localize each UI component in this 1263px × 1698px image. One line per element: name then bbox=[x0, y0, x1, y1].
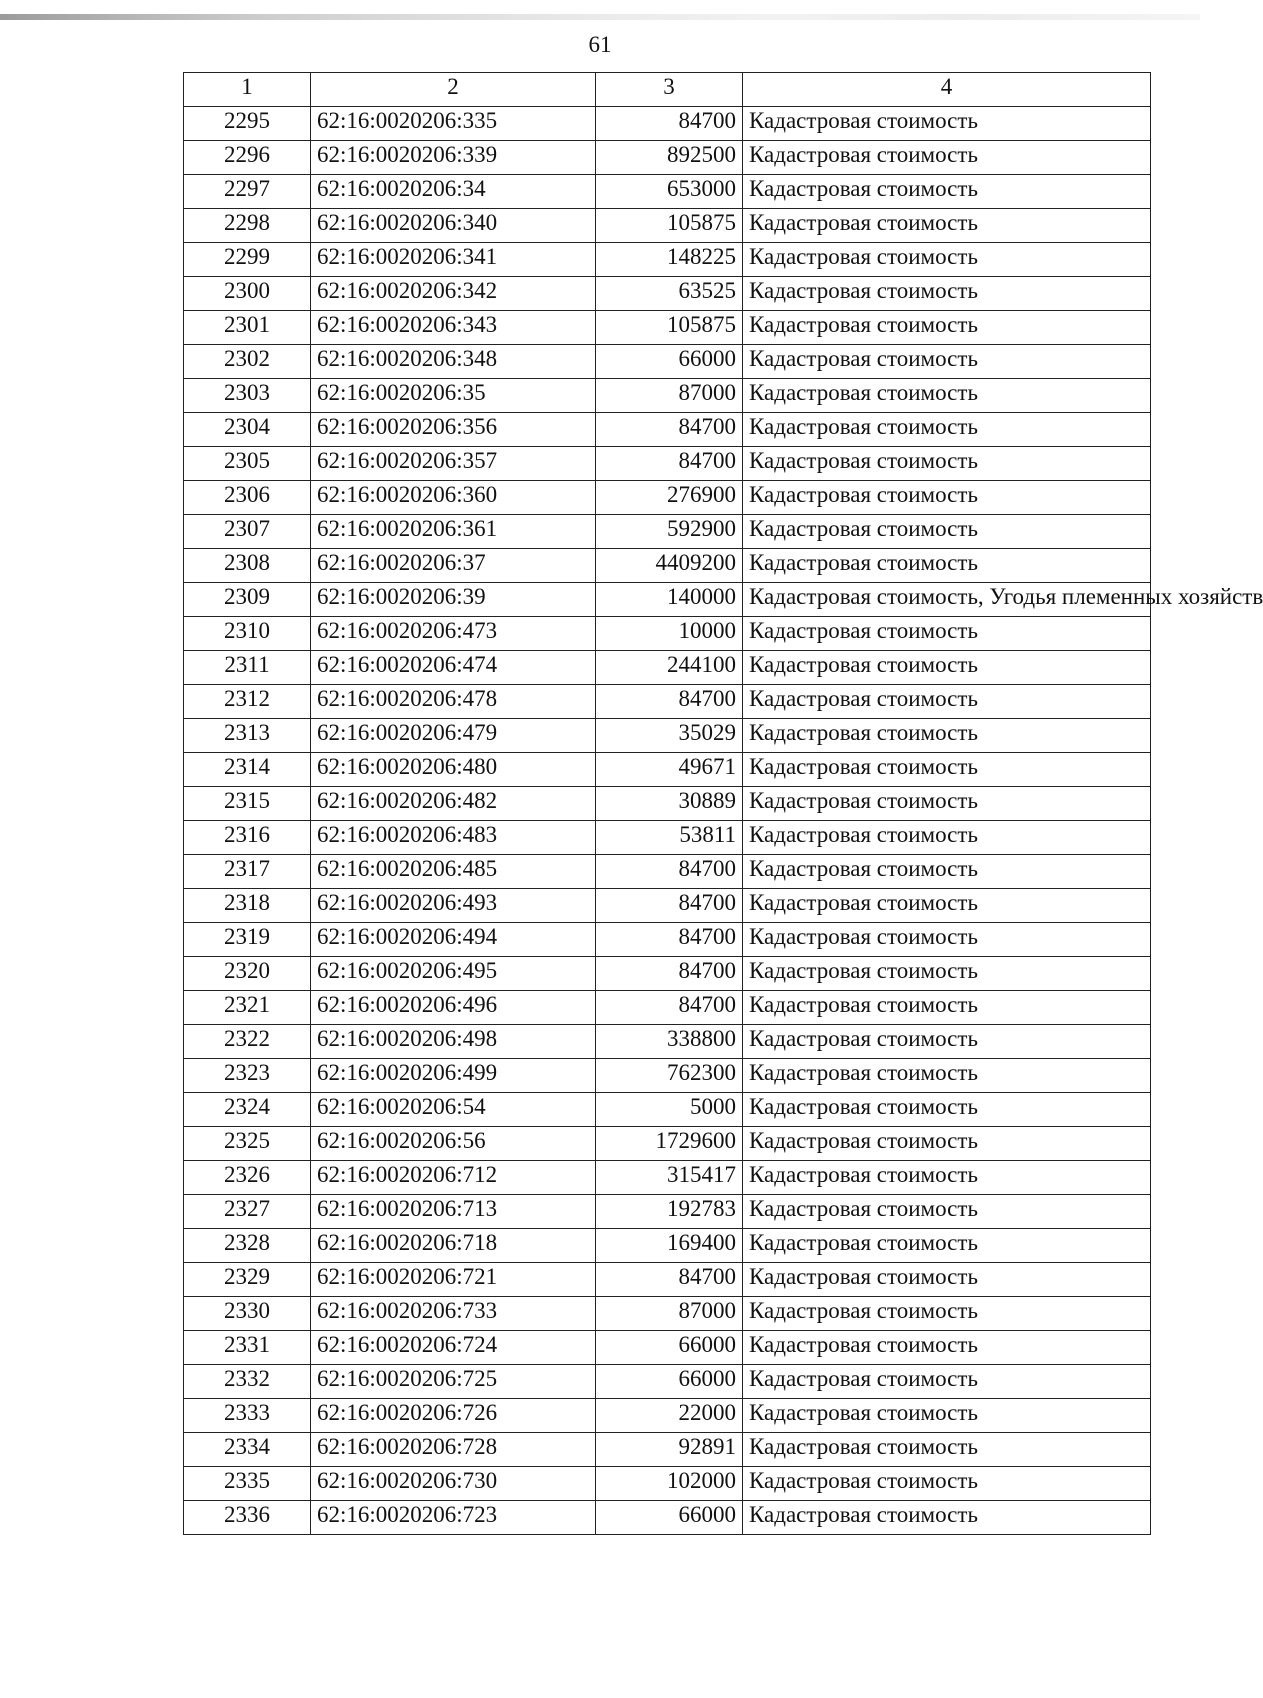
value-cell: 244100 bbox=[596, 651, 743, 685]
description-cell: Кадастровая стоимость bbox=[743, 107, 1151, 141]
table-row bbox=[184, 1365, 1151, 1399]
value-cell: 84700 bbox=[596, 923, 743, 957]
description-cell: Кадастровая стоимость bbox=[743, 1229, 1151, 1263]
description-cell: Кадастровая стоимость bbox=[743, 1399, 1151, 1433]
row-number: 2316 bbox=[184, 821, 311, 855]
header-cell-2: 2 bbox=[311, 73, 596, 107]
value-cell: 92891 bbox=[596, 1433, 743, 1467]
table-row bbox=[184, 855, 1151, 889]
table-row bbox=[184, 345, 1151, 379]
table-row bbox=[184, 243, 1151, 277]
row-number: 2329 bbox=[184, 1263, 311, 1297]
cadastral-number: 62:16:0020206:339 bbox=[311, 141, 596, 175]
cadastral-number: 62:16:0020206:496 bbox=[311, 991, 596, 1025]
table-row bbox=[184, 379, 1151, 413]
description-cell: Кадастровая стоимость bbox=[743, 821, 1151, 855]
cadastral-number: 62:16:0020206:494 bbox=[311, 923, 596, 957]
cadastral-number: 62:16:0020206:718 bbox=[311, 1229, 596, 1263]
value-cell: 87000 bbox=[596, 1297, 743, 1331]
value-cell: 66000 bbox=[596, 1501, 743, 1535]
cadastral-number: 62:16:0020206:483 bbox=[311, 821, 596, 855]
row-number: 2306 bbox=[184, 481, 311, 515]
description-cell: Кадастровая стоимость bbox=[743, 515, 1151, 549]
row-number: 2321 bbox=[184, 991, 311, 1025]
value-cell: 315417 bbox=[596, 1161, 743, 1195]
description-cell: Кадастровая стоимость bbox=[743, 753, 1151, 787]
description-cell: Кадастровая стоимость bbox=[743, 549, 1151, 583]
table-row bbox=[184, 1501, 1151, 1535]
description-cell: Кадастровая стоимость bbox=[743, 651, 1151, 685]
value-cell: 22000 bbox=[596, 1399, 743, 1433]
row-number: 2301 bbox=[184, 311, 311, 345]
value-cell: 140000 bbox=[596, 583, 743, 617]
table-row bbox=[184, 821, 1151, 855]
description-cell: Кадастровая стоимость bbox=[743, 1127, 1151, 1161]
table-header-row bbox=[184, 73, 1151, 107]
value-cell: 5000 bbox=[596, 1093, 743, 1127]
row-number: 2312 bbox=[184, 685, 311, 719]
cadastral-number: 62:16:0020206:724 bbox=[311, 1331, 596, 1365]
row-number: 2317 bbox=[184, 855, 311, 889]
description-cell: Кадастровая стоимость bbox=[743, 175, 1151, 209]
value-cell: 84700 bbox=[596, 889, 743, 923]
table-row bbox=[184, 1433, 1151, 1467]
description-cell: Кадастровая стоимость bbox=[743, 1433, 1151, 1467]
row-number: 2334 bbox=[184, 1433, 311, 1467]
cadastral-number: 62:16:0020206:357 bbox=[311, 447, 596, 481]
value-cell: 10000 bbox=[596, 617, 743, 651]
table-row bbox=[184, 447, 1151, 481]
page-number: 61 bbox=[588, 32, 612, 57]
cadastral-number: 62:16:0020206:721 bbox=[311, 1263, 596, 1297]
description-cell: Кадастровая стоимость bbox=[743, 787, 1151, 821]
table-row bbox=[184, 1331, 1151, 1365]
description-cell: Кадастровая стоимость bbox=[743, 1195, 1151, 1229]
row-number: 2324 bbox=[184, 1093, 311, 1127]
row-number: 2302 bbox=[184, 345, 311, 379]
value-cell: 53811 bbox=[596, 821, 743, 855]
value-cell: 892500 bbox=[596, 141, 743, 175]
table-row bbox=[184, 175, 1151, 209]
value-cell: 105875 bbox=[596, 209, 743, 243]
row-number: 2296 bbox=[184, 141, 311, 175]
description-cell: Кадастровая стоимость bbox=[743, 617, 1151, 651]
cadastral-number: 62:16:0020206:340 bbox=[311, 209, 596, 243]
value-cell: 49671 bbox=[596, 753, 743, 787]
row-number: 2327 bbox=[184, 1195, 311, 1229]
cadastral-number: 62:16:0020206:478 bbox=[311, 685, 596, 719]
description-cell: Кадастровая стоимость, Угодья племенных хозяйств bbox=[743, 583, 1151, 617]
cadastral-number: 62:16:0020206:499 bbox=[311, 1059, 596, 1093]
cadastral-number: 62:16:0020206:712 bbox=[311, 1161, 596, 1195]
row-number: 2303 bbox=[184, 379, 311, 413]
value-cell: 63525 bbox=[596, 277, 743, 311]
value-cell: 105875 bbox=[596, 311, 743, 345]
cadastral-number: 62:16:0020206:356 bbox=[311, 413, 596, 447]
cadastral-number: 62:16:0020206:726 bbox=[311, 1399, 596, 1433]
cadastral-number: 62:16:0020206:56 bbox=[311, 1127, 596, 1161]
cadastral-number: 62:16:0020206:54 bbox=[311, 1093, 596, 1127]
row-number: 2323 bbox=[184, 1059, 311, 1093]
row-number: 2309 bbox=[184, 583, 311, 617]
cadastral-number: 62:16:0020206:493 bbox=[311, 889, 596, 923]
value-cell: 1729600 bbox=[596, 1127, 743, 1161]
row-number: 2308 bbox=[184, 549, 311, 583]
row-number: 2319 bbox=[184, 923, 311, 957]
description-cell: Кадастровая стоимость bbox=[743, 1467, 1151, 1501]
table-row bbox=[184, 957, 1151, 991]
table-row bbox=[184, 141, 1151, 175]
cadastral-number: 62:16:0020206:341 bbox=[311, 243, 596, 277]
value-cell: 66000 bbox=[596, 1331, 743, 1365]
value-cell: 35029 bbox=[596, 719, 743, 753]
table-row bbox=[184, 515, 1151, 549]
table-row bbox=[184, 481, 1151, 515]
table-row bbox=[184, 583, 1151, 617]
cadastral-number: 62:16:0020206:474 bbox=[311, 651, 596, 685]
description-cell: Кадастровая стоимость bbox=[743, 1297, 1151, 1331]
row-number: 2310 bbox=[184, 617, 311, 651]
value-cell: 84700 bbox=[596, 447, 743, 481]
row-number: 2336 bbox=[184, 1501, 311, 1535]
description-cell: Кадастровая стоимость bbox=[743, 1263, 1151, 1297]
description-cell: Кадастровая стоимость bbox=[743, 923, 1151, 957]
header-cell-3: 3 bbox=[596, 73, 743, 107]
row-number: 2326 bbox=[184, 1161, 311, 1195]
description-cell: Кадастровая стоимость bbox=[743, 889, 1151, 923]
row-number: 2325 bbox=[184, 1127, 311, 1161]
table-row bbox=[184, 413, 1151, 447]
description-cell: Кадастровая стоимость bbox=[743, 719, 1151, 753]
description-cell: Кадастровая стоимость bbox=[743, 1059, 1151, 1093]
row-number: 2335 bbox=[184, 1467, 311, 1501]
description-cell: Кадастровая стоимость bbox=[743, 1093, 1151, 1127]
row-number: 2333 bbox=[184, 1399, 311, 1433]
cadastral-number: 62:16:0020206:473 bbox=[311, 617, 596, 651]
value-cell: 84700 bbox=[596, 957, 743, 991]
value-cell: 592900 bbox=[596, 515, 743, 549]
table-row bbox=[184, 923, 1151, 957]
cadastral-number: 62:16:0020206:485 bbox=[311, 855, 596, 889]
table-row bbox=[184, 651, 1151, 685]
row-number: 2311 bbox=[184, 651, 311, 685]
cadastral-number: 62:16:0020206:39 bbox=[311, 583, 596, 617]
table-row bbox=[184, 1467, 1151, 1501]
description-cell: Кадастровая стоимость bbox=[743, 685, 1151, 719]
table-row bbox=[184, 1025, 1151, 1059]
value-cell: 84700 bbox=[596, 1263, 743, 1297]
table-row bbox=[184, 311, 1151, 345]
row-number: 2330 bbox=[184, 1297, 311, 1331]
row-number: 2298 bbox=[184, 209, 311, 243]
cadastral-number: 62:16:0020206:730 bbox=[311, 1467, 596, 1501]
table-row bbox=[184, 719, 1151, 753]
table-row bbox=[184, 1263, 1151, 1297]
description-cell: Кадастровая стоимость bbox=[743, 311, 1151, 345]
table-row bbox=[184, 617, 1151, 651]
row-number: 2332 bbox=[184, 1365, 311, 1399]
table-row bbox=[184, 277, 1151, 311]
value-cell: 192783 bbox=[596, 1195, 743, 1229]
table-row bbox=[184, 787, 1151, 821]
value-cell: 4409200 bbox=[596, 549, 743, 583]
value-cell: 338800 bbox=[596, 1025, 743, 1059]
description-cell: Кадастровая стоимость bbox=[743, 141, 1151, 175]
description-cell: Кадастровая стоимость bbox=[743, 481, 1151, 515]
description-cell: Кадастровая стоимость bbox=[743, 277, 1151, 311]
description-cell: Кадастровая стоимость bbox=[743, 243, 1151, 277]
table-row bbox=[184, 889, 1151, 923]
value-cell: 276900 bbox=[596, 481, 743, 515]
value-cell: 762300 bbox=[596, 1059, 743, 1093]
header-cell-4: 4 bbox=[743, 73, 1151, 107]
value-cell: 66000 bbox=[596, 1365, 743, 1399]
row-number: 2304 bbox=[184, 413, 311, 447]
table-row bbox=[184, 1195, 1151, 1229]
value-cell: 653000 bbox=[596, 175, 743, 209]
cadastral-number: 62:16:0020206:360 bbox=[311, 481, 596, 515]
description-cell: Кадастровая стоимость bbox=[743, 345, 1151, 379]
cadastral-number: 62:16:0020206:343 bbox=[311, 311, 596, 345]
value-cell: 84700 bbox=[596, 991, 743, 1025]
value-cell: 148225 bbox=[596, 243, 743, 277]
description-cell: Кадастровая стоимость bbox=[743, 209, 1151, 243]
row-number: 2315 bbox=[184, 787, 311, 821]
cadastral-value-table bbox=[183, 72, 1263, 1535]
table-row bbox=[184, 107, 1151, 141]
row-number: 2318 bbox=[184, 889, 311, 923]
row-number: 2295 bbox=[184, 107, 311, 141]
description-cell: Кадастровая стоимость bbox=[743, 991, 1151, 1025]
table-row bbox=[184, 1399, 1151, 1433]
description-cell: Кадастровая стоимость bbox=[743, 1331, 1151, 1365]
description-cell: Кадастровая стоимость bbox=[743, 855, 1151, 889]
cadastral-number: 62:16:0020206:728 bbox=[311, 1433, 596, 1467]
description-cell: Кадастровая стоимость bbox=[743, 1501, 1151, 1535]
value-cell: 84700 bbox=[596, 107, 743, 141]
row-number: 2300 bbox=[184, 277, 311, 311]
row-number: 2328 bbox=[184, 1229, 311, 1263]
table-body bbox=[184, 107, 1263, 1535]
table-row bbox=[184, 685, 1151, 719]
cadastral-number: 62:16:0020206:335 bbox=[311, 107, 596, 141]
description-cell: Кадастровая стоимость bbox=[743, 957, 1151, 991]
description-cell: Кадастровая стоимость bbox=[743, 379, 1151, 413]
row-number: 2297 bbox=[184, 175, 311, 209]
cadastral-number: 62:16:0020206:37 bbox=[311, 549, 596, 583]
value-cell: 30889 bbox=[596, 787, 743, 821]
value-cell: 102000 bbox=[596, 1467, 743, 1501]
row-number: 2299 bbox=[184, 243, 311, 277]
table-row bbox=[184, 1229, 1151, 1263]
value-cell: 87000 bbox=[596, 379, 743, 413]
table-row bbox=[184, 209, 1151, 243]
cadastral-number: 62:16:0020206:348 bbox=[311, 345, 596, 379]
cadastral-number: 62:16:0020206:35 bbox=[311, 379, 596, 413]
description-cell: Кадастровая стоимость bbox=[743, 413, 1151, 447]
row-number: 2307 bbox=[184, 515, 311, 549]
table-row bbox=[184, 549, 1151, 583]
table-row bbox=[184, 1059, 1151, 1093]
row-number: 2331 bbox=[184, 1331, 311, 1365]
cadastral-number: 62:16:0020206:723 bbox=[311, 1501, 596, 1535]
table-row bbox=[184, 1161, 1151, 1195]
cadastral-number: 62:16:0020206:361 bbox=[311, 515, 596, 549]
cadastral-number: 62:16:0020206:495 bbox=[311, 957, 596, 991]
cadastral-number: 62:16:0020206:733 bbox=[311, 1297, 596, 1331]
scan-edge-artifact bbox=[0, 14, 1200, 20]
row-number: 2314 bbox=[184, 753, 311, 787]
table-row bbox=[184, 753, 1151, 787]
table-row bbox=[184, 1297, 1151, 1331]
description-cell: Кадастровая стоимость bbox=[743, 1025, 1151, 1059]
value-cell: 66000 bbox=[596, 345, 743, 379]
cadastral-number: 62:16:0020206:498 bbox=[311, 1025, 596, 1059]
cadastral-number: 62:16:0020206:713 bbox=[311, 1195, 596, 1229]
value-cell: 84700 bbox=[596, 413, 743, 447]
table-row bbox=[184, 1093, 1151, 1127]
description-cell: Кадастровая стоимость bbox=[743, 1161, 1151, 1195]
row-number: 2320 bbox=[184, 957, 311, 991]
description-cell: Кадастровая стоимость bbox=[743, 1365, 1151, 1399]
value-cell: 84700 bbox=[596, 855, 743, 889]
cadastral-number: 62:16:0020206:479 bbox=[311, 719, 596, 753]
table-row bbox=[184, 991, 1151, 1025]
cadastral-number: 62:16:0020206:342 bbox=[311, 277, 596, 311]
table-row bbox=[184, 1127, 1151, 1161]
cadastral-number: 62:16:0020206:34 bbox=[311, 175, 596, 209]
description-cell: Кадастровая стоимость bbox=[743, 447, 1151, 481]
cadastral-number: 62:16:0020206:482 bbox=[311, 787, 596, 821]
row-number: 2322 bbox=[184, 1025, 311, 1059]
value-cell: 169400 bbox=[596, 1229, 743, 1263]
cadastral-number: 62:16:0020206:725 bbox=[311, 1365, 596, 1399]
cadastral-number: 62:16:0020206:480 bbox=[311, 753, 596, 787]
header-cell-1: 1 bbox=[184, 73, 311, 107]
row-number: 2305 bbox=[184, 447, 311, 481]
row-number: 2313 bbox=[184, 719, 311, 753]
value-cell: 84700 bbox=[596, 685, 743, 719]
